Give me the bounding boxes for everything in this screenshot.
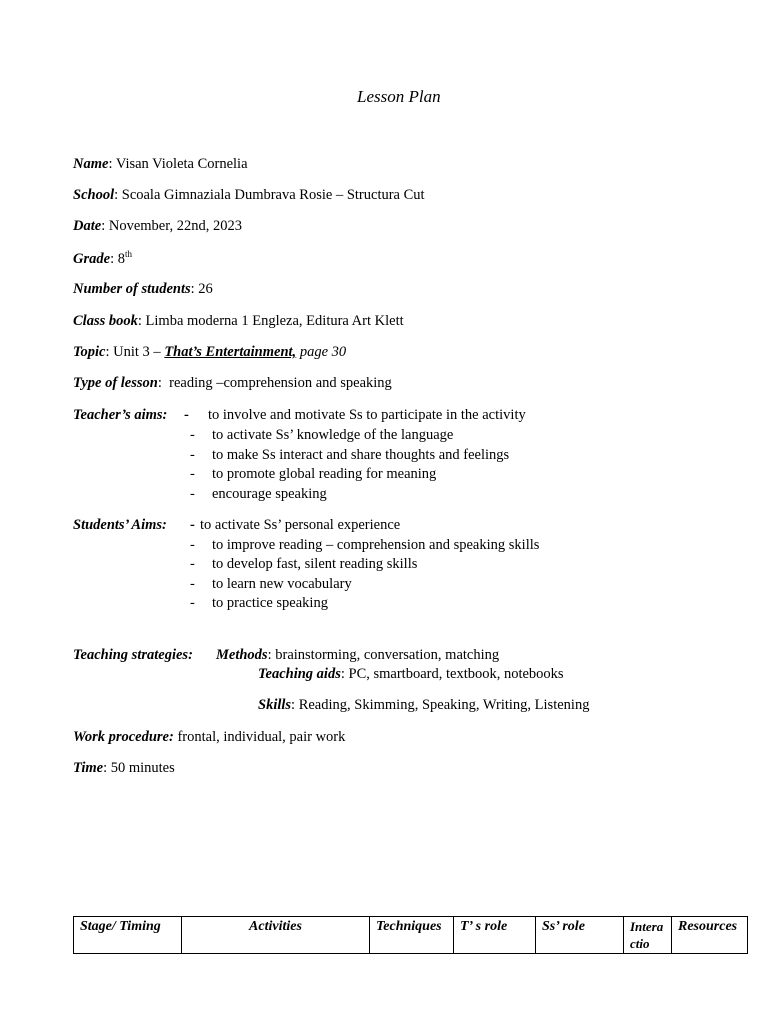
field-grade-sup: th [124, 249, 132, 259]
teacher-aim-item: to activate Ss’ knowledge of the language [212, 427, 454, 443]
student-aim-item: to develop fast, silent reading skills [212, 556, 418, 572]
student-aims-dash: - [190, 556, 195, 572]
strategies-skills: Skills: Reading, Skimming, Speaking, Writing, Listening [258, 697, 590, 713]
field-lesson-type-label: Type of lesson [73, 375, 158, 391]
field-topic-prefix: Unit 3 – [113, 344, 161, 360]
teacher-aim-item: to make Ss interact and share thoughts and feelings [212, 447, 510, 463]
methods-value: brainstorming, conversation, matching [275, 647, 500, 663]
methods-label: Methods [216, 647, 268, 663]
student-aim-item: to activate Ss’ personal experience [200, 517, 401, 533]
field-students-value: 26 [198, 281, 213, 297]
header-teacher-role: T’ s role [454, 917, 536, 954]
aids-value: PC, smartboard, textbook, notebooks [348, 666, 564, 682]
field-topic: Topic: Unit 3 – That’s Entertainment, page 30 [73, 344, 347, 360]
student-aims-dash: - [190, 595, 195, 611]
field-topic-label: Topic [73, 344, 106, 360]
field-lesson-type-value: reading –comprehension and speaking [169, 375, 392, 391]
field-school-value: Scoala Gimnaziala Dumbrava Rosie – Structura Cut [121, 187, 425, 203]
field-name-value: Visan Violeta Cornelia [115, 156, 248, 172]
teacher-aims-label: Teacher’s aims: [73, 407, 168, 423]
field-students: Number of students: 26 [73, 281, 213, 297]
student-aims-dash-0: - [190, 517, 195, 533]
teacher-aim-item: to involve and motivate Ss to participate in the activity [208, 407, 526, 423]
teacher-aims-dash: - [190, 427, 195, 443]
teacher-aims-dash: - [190, 486, 195, 502]
header-activities: Activities [182, 917, 370, 954]
field-class-book-label: Class book [73, 313, 138, 329]
skills-label: Skills [258, 697, 292, 713]
student-aims-dash: - [190, 537, 195, 553]
field-grade: Grade: 8th [73, 249, 132, 267]
field-school-label: School [73, 187, 115, 203]
field-class-book-value: Limba moderna 1 Engleza, Editura Art Klett [145, 313, 404, 329]
work-procedure-label: Work procedure: [73, 729, 174, 745]
student-aim-item: to improve reading – comprehension and speaking skills [212, 537, 540, 553]
strategies-aids: Teaching aids: PC, smartboard, textbook, notebooks [258, 666, 564, 682]
header-resources: Resources [672, 917, 748, 954]
teacher-aims-dash-0: - [184, 407, 189, 423]
lesson-table [73, 916, 748, 954]
table-header-row [74, 917, 748, 954]
student-aim-item: to practice speaking [212, 595, 328, 611]
field-topic-page: page 30 [299, 344, 347, 360]
field-class-book: Class book: Limba moderna 1 Engleza, Editura Art Klett [73, 313, 404, 329]
field-work-procedure [73, 729, 345, 746]
field-date: Date: November, 22nd, 2023 [73, 218, 242, 234]
field-name-label: Name [73, 156, 109, 172]
time-label: Time [73, 760, 104, 776]
field-grade-label: Grade [73, 250, 111, 267]
header-stage-timing: Stage/ Timing [74, 917, 182, 954]
field-topic-title: That’s Entertainment, [164, 344, 297, 360]
header-students-role: Ss’ role [536, 917, 624, 954]
skills-value: Reading, Skimming, Speaking, Writing, Listening [298, 697, 590, 713]
field-grade-value: 8 [117, 250, 125, 267]
field-date-label: Date [73, 218, 102, 234]
page-title: Lesson Plan [357, 87, 441, 106]
field-name: Name: Visan Violeta Cornelia [73, 156, 248, 172]
time-value: 50 minutes [110, 760, 175, 776]
work-procedure-value: frontal, individual, pair work [177, 729, 346, 745]
field-date-value: November, 22nd, 2023 [108, 218, 242, 234]
teacher-aims-dash: - [190, 466, 195, 482]
field-time: Time: 50 minutes [73, 760, 175, 776]
header-techniques: Techniques [370, 917, 454, 954]
student-aim-item: to learn new vocabulary [212, 576, 352, 592]
field-students-label: Number of students [73, 281, 191, 297]
strategies-methods: Methods: brainstorming, conversation, matching [216, 647, 500, 663]
student-aims-label: Students’ Aims: [73, 517, 167, 533]
field-school: School: Scoala Gimnaziala Dumbrava Rosie – Structura Cut [73, 187, 425, 203]
teacher-aim-item: encourage speaking [212, 486, 327, 502]
field-lesson-type: Type of lesson: reading –comprehension and speaking [73, 375, 392, 391]
teacher-aims-dash: - [190, 447, 195, 463]
student-aims-dash: - [190, 576, 195, 592]
header-interaction: Interactio [624, 917, 672, 954]
aids-label: Teaching aids [258, 666, 341, 682]
teacher-aim-item: to promote global reading for meaning [212, 466, 437, 482]
strategies-label: Teaching strategies: [73, 647, 193, 663]
